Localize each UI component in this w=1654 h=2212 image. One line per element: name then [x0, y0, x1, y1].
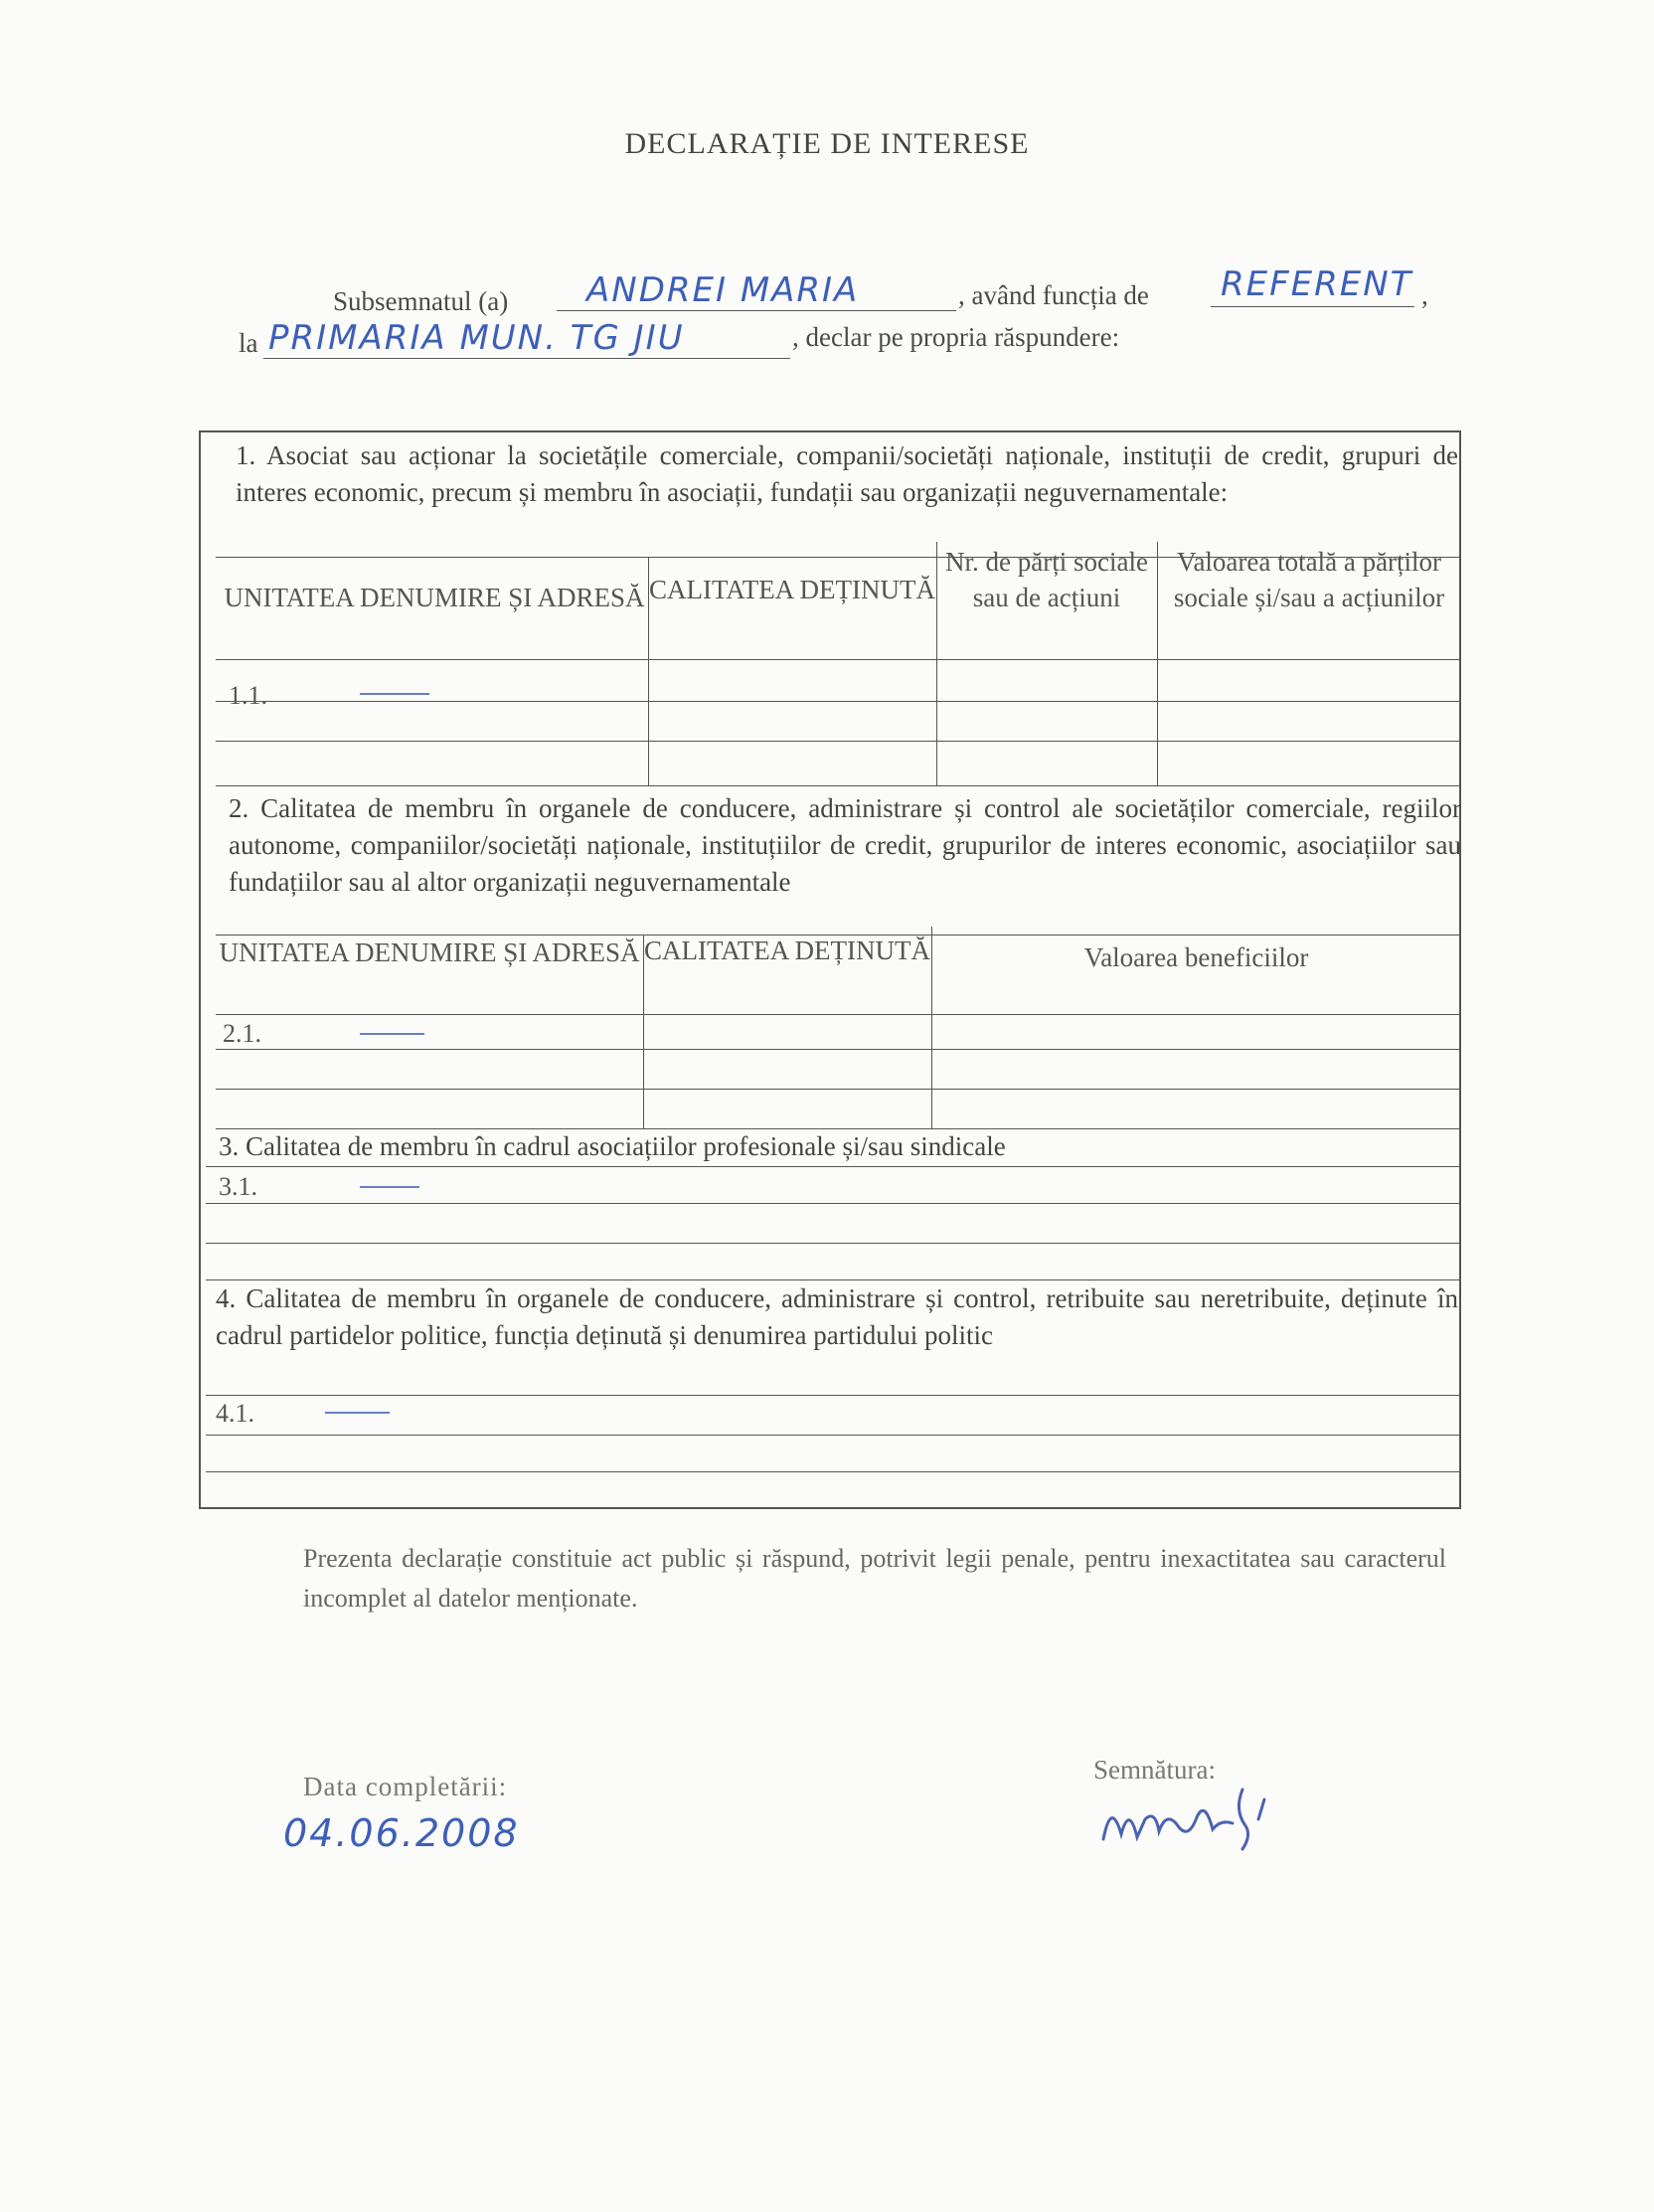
name-field[interactable] — [557, 272, 956, 311]
functia-field[interactable] — [1211, 266, 1414, 307]
s1-col-valoarea: Valoarea totală a părților sociale și/sau a acțiunilor — [1173, 547, 1445, 612]
declar-label: , declar pe propria răspundere: — [792, 322, 1120, 352]
s2-col-unitatea: UNITATEA DENUMIRE ȘI ADRESĂ — [219, 937, 640, 967]
s4-row-label: 4.1. — [216, 1399, 254, 1428]
signature-label: Semnătura: — [1093, 1755, 1216, 1785]
subsemnatul-label: Subsemnatul (a) — [333, 286, 509, 316]
la-label: la — [239, 328, 258, 358]
section4-heading: 4. Calitatea de membru în organele de conducere, administrare și control, retribuite sau neretribuite, deținute în cadrul partidelor politice, funcția deținută și denumirea partidului politic — [216, 1283, 1458, 1350]
date-value: 04.06.2008 — [283, 1811, 520, 1855]
s3-row-label: 3.1. — [219, 1172, 257, 1201]
s1-col-calitatea: CALITATEA DEȚINUTĂ — [648, 575, 936, 604]
section1-heading: 1. Asociat sau acționar la societățile comerciale, companii/societăți naționale, instituții de credit, grupuri de interes economic, precum și membru în asociații, fundații sau organizații neguvernamentale: — [236, 440, 1458, 507]
s2-col-valoarea-beneficiilor: Valoarea beneficiilor — [1083, 942, 1309, 972]
institution-field[interactable] — [263, 318, 790, 359]
s1-col-unitatea: UNITATEA DENUMIRE ȘI ADRESĂ — [224, 583, 645, 612]
document-title: DECLARAȚIE DE INTERESE — [624, 127, 1030, 160]
date-label: Data completării: — [303, 1772, 508, 1801]
functia-value: REFERENT — [1221, 264, 1413, 304]
section3-heading: 3. Calitatea de membru în cadrul asociațiilor profesionale și/sau sindicale — [219, 1131, 1006, 1161]
s1-row-label: 1.1. — [229, 681, 267, 710]
s2-row-label: 2.1. — [223, 1019, 261, 1048]
s2-col-calitatea: CALITATEA DEȚINUTĂ — [643, 936, 931, 965]
name-value: ANDREI MARIA — [586, 270, 860, 310]
legal-statement: Prezenta declarație constituie act public și răspund, potrivit legii penale, pentru inexactitatea sau caracterul incomplet al datelor menționate. — [303, 1544, 1446, 1613]
s1-col-nr-parti: Nr. de părți sociale sau de acțiuni — [945, 547, 1148, 612]
signature-mark — [1093, 1780, 1332, 1859]
declaration-table — [199, 430, 1461, 1509]
section2-heading: 2. Calitatea de membru în organele de conducere, administrare și control ale societăților comerciale, regiilor autonome, companiilor/societăți naționale, instituțiilor de credit, grupurilor de interes economic, asociațiilor sau fundațiilor sau al altor organizații neguvernamentale — [229, 793, 1461, 897]
functia-label: , având funcția de — [958, 280, 1149, 310]
institution-value: PRIMARIA MUN. TG JIU — [268, 318, 685, 358]
